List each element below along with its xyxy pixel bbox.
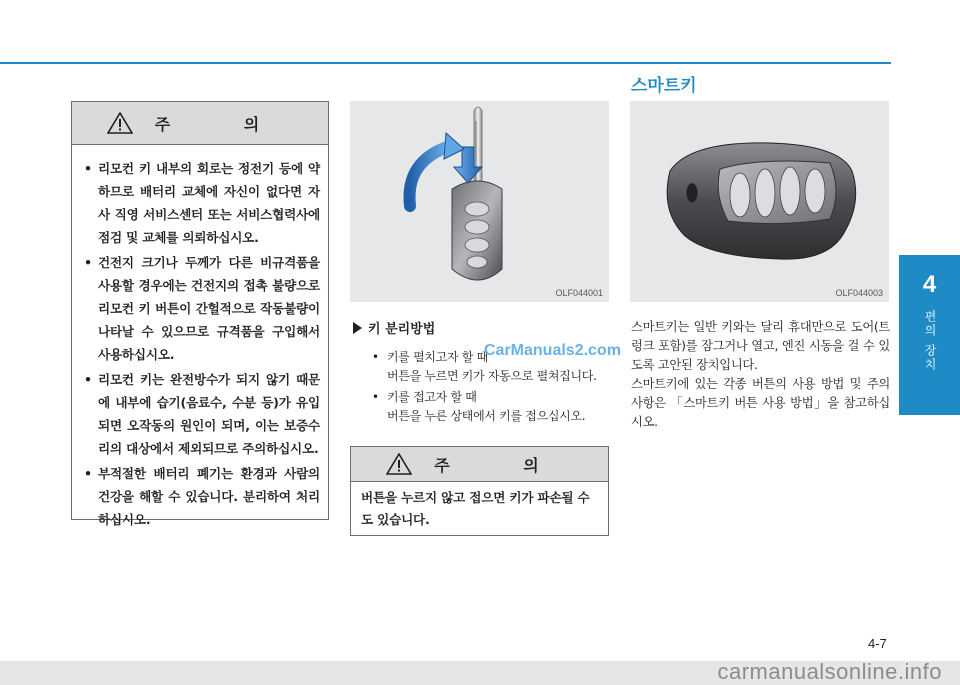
chapter-tab[interactable] [899, 255, 960, 415]
caution-header [351, 447, 608, 482]
figure-code: OLF044003 [835, 288, 883, 298]
chapter-label: 편의 장치 [923, 310, 937, 372]
footer-url[interactable]: carmanualsonline.info [717, 659, 942, 684]
caution-item: • 건전지 크기나 두께가 다른 비규격품을 사용할 경우에는 건전지의 접촉 불량으로 리모컨 키 버튼이 간헐적으로 작동불량이 나타날 수 있으므로 규격품을 구입해서 사용하십시오. [84, 251, 320, 366]
caution-list [72, 145, 328, 531]
warning-icon [386, 453, 412, 475]
smart-key-description [631, 318, 890, 432]
chapter-number: 4 [922, 271, 937, 298]
step-title: • 키를 접고자 할 때 [387, 390, 477, 404]
caution-box [71, 101, 329, 527]
paragraph: 스마트키에 있는 각종 버튼의 사용 방법 및 주의 사항은 「스마트키 버튼 사용 방법」을 참고하십시오. [631, 377, 890, 429]
caution-title: 주 의 [434, 455, 573, 475]
smart-key-illustration [630, 101, 889, 302]
footer-bar [0, 661, 960, 685]
key-separation-heading [353, 318, 435, 337]
caution-item: • 리모컨 키는 완전방수가 되지 않기 때문에 내부에 습기(음료수, 수분 등)가 유입되면 오작동의 원인이 되며, 이는 보증수리의 대상에서 제외되므로 주의하십시오. [84, 368, 320, 460]
folding-key-illustration [350, 101, 609, 302]
watermark-text: CarManuals2.com [484, 342, 621, 359]
caution-item: • 리모컨 키 내부의 회로는 정전기 등에 약하므로 배터리 교체에 자신이 없다면 자사 직영 서비스센터 또는 서비스협력사에 점검 및 교체를 의뢰하십시오. [84, 157, 320, 249]
key-separation-steps [370, 348, 610, 428]
page-number: 4-7 [868, 636, 887, 651]
figure-code: OLF044001 [555, 288, 603, 298]
step-desc: 버튼을 누른 상태에서 키를 접으십시오. [387, 409, 586, 423]
step-item [370, 388, 610, 426]
folding-key-figure [350, 101, 609, 302]
warning-icon [107, 112, 133, 134]
caution-header [72, 102, 328, 145]
caution-title: 주 의 [154, 114, 294, 134]
triangle-right-icon [353, 322, 362, 334]
caution-text: 버튼을 누르지 않고 접으면 키가 파손될 수 도 있습니다. [361, 490, 590, 527]
smart-key-figure [630, 101, 889, 302]
caution-item: • 부적절한 배터리 폐기는 환경과 사람의 건강을 해할 수 있습니다. 분리하여 처리하십시오. [84, 462, 320, 531]
caution-box-small [350, 446, 609, 536]
step-desc: 버튼을 누르면 키가 자동으로 펼쳐집니다. [387, 369, 597, 383]
paragraph: 스마트키는 일반 키와는 달리 휴대만으로 도어(트렁크 포함)를 잠그거나 열고, 엔진 시동을 걸 수 있도록 고안된 장치입니다. [631, 320, 890, 372]
step-title: • 키를 펼치고자 할 때 [387, 350, 488, 364]
top-rule [0, 62, 891, 64]
section-title: 스마트키 [631, 76, 697, 96]
key-separation-title: 키 분리방법 [368, 322, 436, 337]
